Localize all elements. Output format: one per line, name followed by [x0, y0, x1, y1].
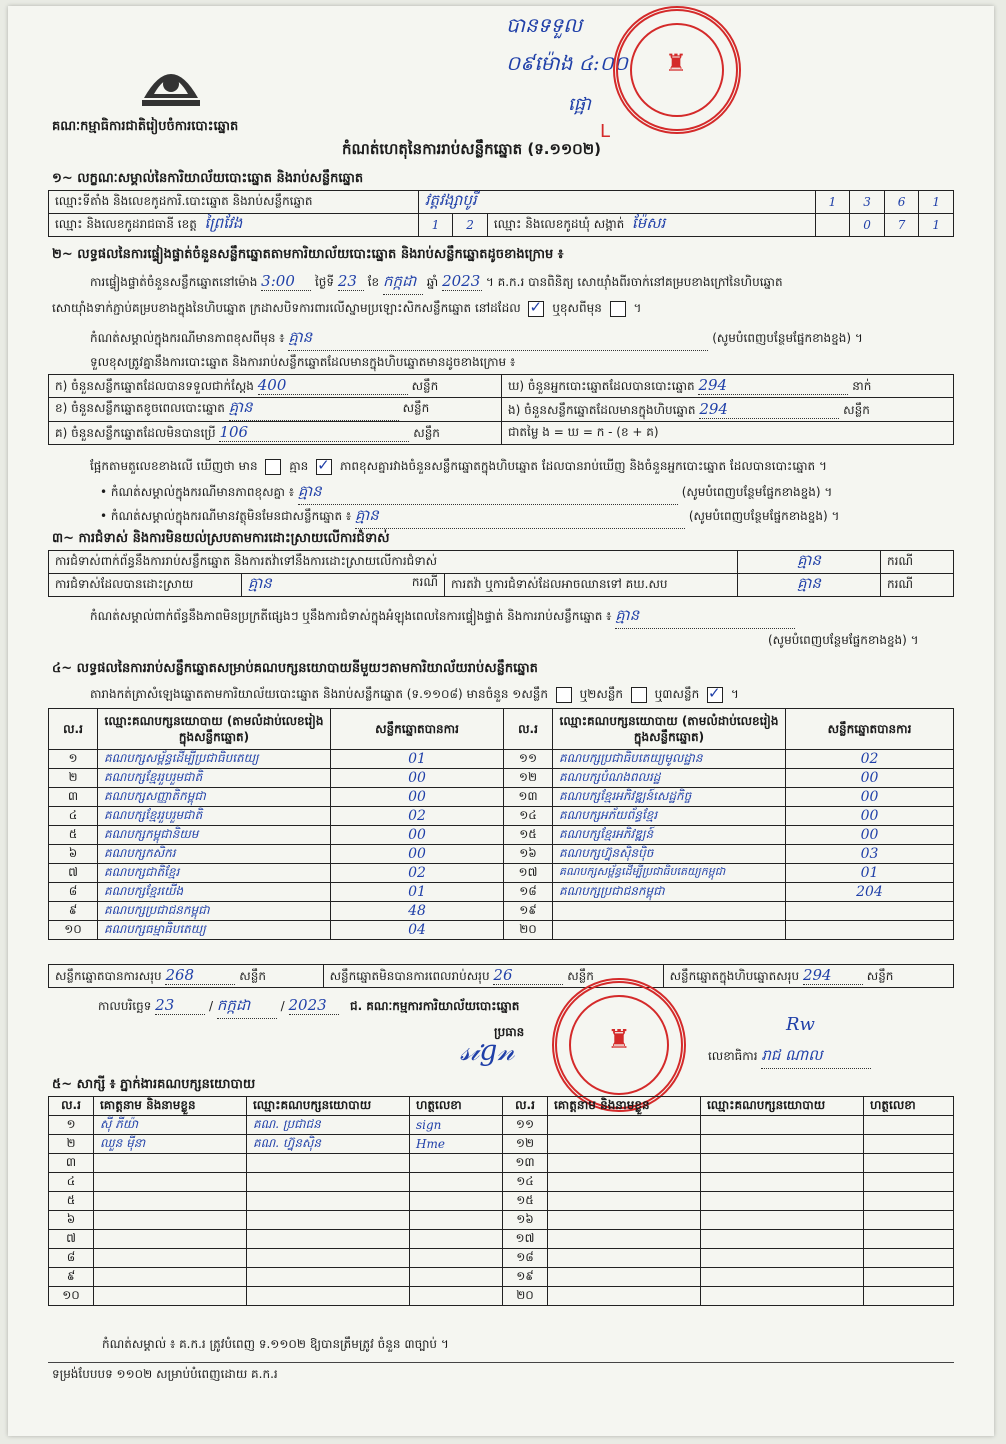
table-row: ១០ ២០: [49, 1287, 954, 1306]
chair-signature: 𝓈𝒾𝑔𝓃: [460, 1034, 515, 1067]
table-row: ៥ គណបក្សកម្ពុជានិយម 00 ១៥ គណបក្សខ្មែរអភិវឌ្ឍន៍ 00: [49, 826, 954, 845]
total-valid: សន្លឹកឆ្នោតបានការសរុប 268 សន្លឹក: [49, 965, 324, 988]
escalated-value: គ្មាន: [738, 574, 881, 597]
col-sign: ហត្ថលេខា: [410, 1097, 503, 1116]
verify-day: 23: [338, 272, 364, 291]
col-party: ឈ្មោះគណបក្សនយោបាយ (តាមលំដាប់លេខរៀងក្នុងសន្លឹកឆ្នោត): [98, 709, 331, 750]
received-ballots-value: 400: [258, 376, 408, 395]
col-no: ល.រ: [49, 709, 98, 750]
total-valid-value: 268: [165, 966, 235, 985]
signing-month: កក្កដា: [217, 996, 277, 1019]
section2-heading: ២~ លទ្ធផលនៃការផ្ទៀងផ្ទាត់ចំនួនសន្លឹកឆ្នោតតាមការិយាល័យបោះឆ្នោត និងរាប់សន្លឹកឆ្នោតដូចខាងក្រោម ៖: [52, 247, 564, 262]
resolved-label: ការជំទាស់ដែលបានដោះស្រាយ: [49, 574, 242, 597]
table-row: ៦ គណបក្សកសិករ 00 ១៦ គណបក្សហ្វ៊ុនស៊ិនប៉ិច 03: [49, 845, 954, 864]
section5-heading: ៥~ សាក្សី ៖ ភ្នាក់ងារគណបក្សនយោបាយ: [52, 1077, 256, 1092]
col-no: ល.រ: [49, 1097, 94, 1116]
verify-year: 2023: [442, 272, 481, 290]
table-row: ៨ ១៨: [49, 1249, 954, 1268]
footer-note: កំណត់សម្គាល់ ៖ គ.ក.រ ត្រូវបំពេញ ទ.១១០២ ឱ្យបានត្រឹមត្រូវ ចំនួន ៣ច្បាប់ ។: [102, 1337, 449, 1351]
signing-year: 2023: [289, 996, 339, 1015]
station-info-table: [48, 190, 954, 237]
bullet-note-1-value: គ្មាន: [298, 482, 678, 505]
escalated-unit: ករណី: [881, 574, 954, 597]
escalated-label: ការតវ៉ា ឬការជំទាស់ដែលអាចឈានទៅ គឃ.សប: [445, 574, 738, 597]
col-no-right: ល.រ: [503, 1097, 548, 1116]
signing-date-line: កាលបរិច្ឆេទ 23 / កក្កដា / 2023 ជ. គណៈកម្មការការិយាល័យបោះឆ្នោត: [98, 996, 519, 1019]
committee-name: គណៈកម្មាធិការជាតិរៀបចំការបោះឆ្នោត: [52, 119, 239, 134]
station-name-value: វត្តវង្សាបូរី: [418, 191, 815, 214]
spoiled-ballots-row: ខ) ចំនួនសន្លឹកឆ្នោតខូចពេលបោះឆ្នោត គ្មាន សន្លឹក: [49, 398, 502, 422]
col-no-right: ល.រ: [504, 709, 553, 750]
bullet-note-2-value: គ្មាន: [355, 506, 685, 529]
resolved-value: គ្មាន ករណី: [242, 574, 445, 597]
province-label: ឈ្មោះ និងលេខកូដរាជធានី ខេត្ត ព្រៃវែង: [49, 214, 419, 237]
col-sign-right: ហត្ថលេខា: [864, 1097, 954, 1116]
secretary-name: រាជ ណាល: [761, 1046, 871, 1069]
unused-ballots-value: 106: [219, 423, 409, 442]
no-difference-checkbox[interactable]: [316, 459, 332, 475]
table-row: ១០ គណបក្សធម្មាធិបតេយ្យ 04 ២០: [49, 921, 954, 940]
unchanged-checkbox[interactable]: [528, 301, 544, 317]
tally-sheets-line: តារាងកត់ត្រាសំឡេងឆ្នោតតាមការិយាល័យបោះឆ្នោត និងរាប់សន្លឹកឆ្នោត (ទ.១១០៨) មានចំនួន ១សន្លឹក ឬ២សន្លឹក ឬ៣សន្លឹក ✓ ។: [90, 686, 739, 704]
formula: ជាតម្លៃ ង = ឃ = ក - (ខ + គ): [502, 422, 954, 445]
box-ballots-value: 294: [699, 400, 839, 419]
station-code-2: 3: [850, 191, 885, 214]
province-code-2: 2: [453, 214, 488, 237]
section1-heading: ១~ លក្ខណៈសម្គាល់នៃការិយាល័យបោះឆ្នោត និងរាប់សន្លឹកឆ្នោត: [52, 171, 364, 186]
footer-form: ទម្រង់បែបបទ ១១០២ សម្រាប់បំពេញដោយ គ.ក.រ: [52, 1367, 278, 1381]
footer-divider: [48, 1362, 954, 1363]
changed-checkbox[interactable]: [610, 301, 626, 317]
secretary-signature: Rw: [786, 1014, 815, 1035]
irregularity-note-value: គ្មាន: [615, 606, 795, 629]
official-stamp-bottom: ♜: [552, 978, 686, 1112]
compare-line: ផ្អែកតាមតួលេខខាងលើ ឃើញថា មាន គ្មាន ✓ ភាពខុសគ្នារវាងចំនួនសន្លឹកឆ្នោតក្នុងហិបឆ្នោត ដែលបានរាប់ឃើញ និងចំនួនអ្នកបោះឆ្នោត ដែលបានបោះឆ្នោត ។: [90, 458, 827, 476]
verification-line-1: ការផ្ទៀងផ្ទាត់ចំនួនសន្លឹកឆ្នោតនៅម៉ោង 3:00 ថ្ងៃទី 23 ខែ កក្កដា ឆ្នាំ 2023 ។ គ.ក.រ បានពិនិត្យ សោយ៉ាំងពីរចាក់នៅគម្របខាងក្រៅនៃហិបឆ្នោត: [90, 272, 783, 295]
secretary-line: លេខាធិការ រាជ ណាល: [708, 1046, 871, 1069]
province-value: ព្រៃវែង: [204, 214, 243, 232]
table-row: ៩ គណបក្សប្រជាជនកម្ពុជា 48 ១៩: [49, 902, 954, 921]
table-row: ៩ ១៩: [49, 1268, 954, 1287]
station-code-3: 6: [884, 191, 919, 214]
received-note: បានទទួល: [506, 13, 583, 37]
irregularity-fill-note: (សូមបំពេញបន្ថែមផ្នែកខាងខ្នង) ។: [768, 633, 919, 647]
complaints-value: គ្មាន: [738, 551, 881, 574]
province-code-1: 1: [418, 214, 453, 237]
election-form-page: [8, 6, 994, 1436]
two-sheets-checkbox[interactable]: [631, 687, 647, 703]
totals-table: [48, 964, 954, 988]
table-row: ៤ ១៤: [49, 1173, 954, 1192]
results-table: [48, 708, 954, 940]
official-stamp-top: ♜: [613, 6, 741, 134]
col-party-right: ឈ្មោះគណបក្សនយោបាយ: [701, 1097, 864, 1116]
note-difference-line: កំណត់សម្គាល់ក្នុងករណីមានភាពខុសពីមុន ៖ គ្មាន (សូមបំពេញបន្ថែមផ្នែកខាងខ្នង) ។: [90, 328, 950, 351]
total-invalid-value: 26: [493, 966, 563, 985]
station-name-label: ឈ្មោះទីតាំង និងលេខកូដការិ.បោះឆ្នោត និងរាប់សន្លឹកឆ្នោត: [49, 191, 419, 214]
table-row: ៨ គណបក្សខ្មែរយើង 01 ១៨ គណបក្សប្រជាជនកម្ពុជា 204: [49, 883, 954, 902]
table-row: ២ គណបក្សខ្មែររួបរួមជាតិ 00 ១២ គណបក្សបំណងពលរដ្ឋ 00: [49, 769, 954, 788]
red-mark: L: [600, 121, 611, 142]
total-box: សន្លឹកឆ្នោតក្នុងហិបឆ្នោតសរុប 294 សន្លឹក: [663, 965, 953, 988]
received-time: ០៩ម៉ោង ៤:០០: [506, 51, 628, 75]
box-ballots-row: ង) ចំនួនសន្លឹកឆ្នោតដែលមានក្នុងហិបឆ្នោត 294 សន្លឹក: [502, 398, 954, 422]
verify-month: កក្កដា: [383, 272, 423, 295]
col-name-right: គោត្តនាម និងនាមខ្លួន: [548, 1097, 701, 1116]
commune-value: ម៉ែសរ: [631, 214, 666, 232]
commune-code-3: 1: [919, 214, 954, 237]
table-row: ៣ គណបក្សសញ្ញាតិកម្ពុជា 00 ១៣ គណបក្សខ្មែរអភិវឌ្ឍន៍សេដ្ឋកិច្ច 00: [49, 788, 954, 807]
voters-value: 294: [698, 376, 848, 395]
col-party-right: ឈ្មោះគណបក្សនយោបាយ (តាមលំដាប់លេខរៀងក្នុងសន្លឹកឆ្នោត): [553, 709, 786, 750]
commune-label: ឈ្មោះ និងលេខកូដឃុំ សង្កាត់ ម៉ែសរ: [487, 214, 815, 237]
voters-row: ឃ) ចំនួនអ្នកបោះឆ្នោតដែលបានបោះឆ្នោត 294 នាក់: [502, 375, 954, 398]
received-ballots-row: ក) ចំនួនសន្លឹកឆ្នោតដែលបានទទួលជាក់ស្តែង 400 សន្លឹក: [49, 375, 502, 398]
nec-logo-icon: [136, 46, 206, 116]
bullet-note-1: • កំណត់សម្គាល់ក្នុងករណីមានភាពខុសគ្នា ៖ គ្មាន (សូមបំពេញបន្ថែមផ្នែកខាងខ្នង) ។: [100, 482, 832, 505]
note-difference-value: គ្មាន: [288, 328, 708, 351]
verify-time: 3:00: [261, 272, 311, 291]
complaints-unit: ករណី: [881, 551, 954, 574]
table-row: ២ ឈួន ម៉ីនា គណ. ហ្វ៊ុនស៊ិន Hme ១២: [49, 1135, 954, 1154]
witness-table: [48, 1096, 954, 1306]
commune-code-0: [815, 214, 850, 237]
ballot-count-table: [48, 374, 954, 445]
col-votes: សន្លឹកឆ្នោតបានការ: [331, 709, 504, 750]
signing-org: ជ. គណៈកម្មការការិយាល័យបោះឆ្នោត: [349, 999, 520, 1013]
table-row: ៣ ១៣: [49, 1154, 954, 1173]
col-votes-right: សន្លឹកឆ្នោតបានការ: [786, 709, 954, 750]
data-intro: ទួលខុសត្រូវគ្នានឹងការបោះឆ្នោត និងការរាប់សន្លឹកឆ្នោតដែលមានក្នុងហិបឆ្នោតមានដូចខាងក្រោម ៖: [90, 355, 516, 369]
complaints-label: ការជំទាស់ពាក់ព័ន្ធនឹងការរាប់សន្លឹកឆ្នោត និងការតវ៉ាទៅនឹងការដោះស្រាយលើការជំទាស់: [49, 551, 738, 574]
three-sheets-checkbox[interactable]: [707, 687, 723, 703]
form-title: កំណត់ហេតុនៃការរាប់សន្លឹកឆ្នោត (ទ.១១០២): [342, 140, 602, 158]
section4-heading: ៤~ លទ្ធផលនៃការរាប់សន្លឹកឆ្នោតសម្រាប់គណបក្សនយោបាយនីមួយៗតាមការិយាល័យរាប់សន្លឹកឆ្នោត: [52, 661, 538, 676]
commune-code-1: 0: [850, 214, 885, 237]
irregularity-note: កំណត់សម្គាល់ពាក់ព័ន្ធនឹងភាពមិនប្រក្រតីផ្សេងៗ ឬនឹងការជំទាស់ក្នុងអំឡុងពេលនៃការផ្ទៀងផ្ទាត់ និងការរាប់សន្លឹកឆ្នោត ៖ គ្មាន: [90, 606, 795, 629]
signing-day: 23: [155, 996, 205, 1015]
col-name: គោត្តនាម និងនាមខ្លួន: [94, 1097, 247, 1116]
table-row: ៤ គណបក្សខ្មែររួបរួមជាតិ 02 ១៤ គណបក្សអភ័យព័ន្ធខ្មែរ 00: [49, 807, 954, 826]
table-row: ៦ ១៦: [49, 1211, 954, 1230]
verification-line-2: សោយ៉ាំងទាក់ភ្ជាប់គម្របខាងក្នុងនៃហិបឆ្នោត ក្រដាសបិទការពារលើស្នាមប្រឡោះសិកសន្លឹកឆ្នោត នៅដដែល ✓ ឬខុសពីមុន ។: [52, 300, 641, 318]
station-code-4: 1: [919, 191, 954, 214]
chair-label: ប្រធាន: [494, 1025, 525, 1039]
table-row: ១ គណបក្សសម្ព័ន្ធដើម្បីប្រជាធិបតេយ្យ 01 ១១ គណបក្សប្រជាធិបតេយ្យមូលដ្ឋាន 02: [49, 750, 954, 769]
col-party: ឈ្មោះគណបក្សនយោបាយ: [247, 1097, 410, 1116]
has-difference-checkbox[interactable]: [265, 459, 281, 475]
table-row: ៥ ១៥: [49, 1192, 954, 1211]
section3-heading: ៣~ ការជំទាស់ និងការមិនយល់ស្របតាមការដោះស្រាយលើការជំទាស់: [52, 531, 390, 546]
spoiled-ballots-value: គ្មាន: [229, 398, 399, 421]
one-sheet-checkbox[interactable]: [556, 687, 572, 703]
total-invalid: សន្លឹកឆ្នោតមិនបានការពេលរាប់សរុប 26 សន្លឹក: [323, 965, 663, 988]
table-row: ៧ គណបក្សជាតិខ្មែរ 02 ១៧ គណបក្សសម្ព័ន្ធដើម្បីប្រជាធិបតេយ្យកម្ពុជា 01: [49, 864, 954, 883]
table-row: ១ ស៊ី ភីយ៉ា គណ. ប្រជាជន sign ១១: [49, 1116, 954, 1135]
unused-ballots-row: គ) ចំនួនសន្លឹកឆ្នោតដែលមិនបានប្រើ 106 សន្លឹក: [49, 422, 502, 445]
table-row: ៧ ១៧: [49, 1230, 954, 1249]
station-code-1: 1: [815, 191, 850, 214]
commune-code-2: 7: [884, 214, 919, 237]
complaints-table: [48, 550, 954, 597]
received-sign: ផ្អោ: [568, 94, 591, 115]
bullet-note-2: • កំណត់សម្គាល់ក្នុងករណីមានវត្ថុមិនមែនជាសន្លឹកឆ្នោត ៖ គ្មាន (សូមបំពេញបន្ថែមផ្នែកខាងខ្នង) ។: [100, 506, 839, 529]
total-box-value: 294: [803, 966, 863, 985]
